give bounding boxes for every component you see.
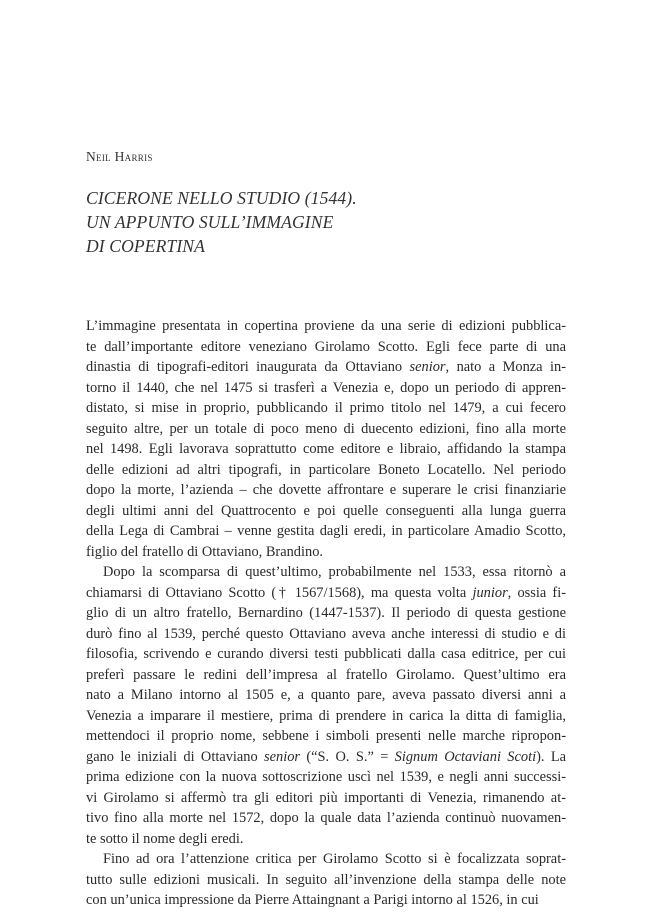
text-line (86, 562, 566, 583)
text-run: distato, si mise in proprio, pubblicando il primo titolo nel 1479, a cui fecero (86, 400, 566, 416)
text-run: vi Girolamo si affermò tra gli editori più importanti di Venezia, rimanendo at- (86, 789, 566, 806)
text-run: , nato a Monza in- (445, 359, 566, 375)
text-run: seguito altre, per un totale di poco meno di duecento edizioni, fino alla morte (86, 420, 566, 437)
text-line (86, 398, 566, 419)
text-line (86, 767, 566, 788)
text-line (86, 726, 566, 747)
text-line (86, 890, 566, 911)
text-line (86, 665, 566, 686)
text-run: dopo la morte, l’azienda – che dovette affrontare e superare le crisi finanziarie (86, 482, 566, 498)
text-run: (“S. O. S.” = (300, 748, 395, 765)
paragraph (86, 562, 566, 849)
text-line (86, 460, 566, 481)
title-line: CICERONE NELLO STUDIO (1544). (86, 188, 357, 208)
author-name: Neil Harris (86, 149, 153, 164)
italic-run: junior (472, 584, 508, 601)
text-line (86, 439, 566, 460)
text-run: glio di un altro fratello, Bernardino (1447-1537). Il periodo di questa gestione (86, 605, 566, 621)
text-line (86, 542, 566, 563)
text-line (86, 747, 566, 768)
text-line (86, 419, 566, 440)
title-line: UN APPUNTO SULL’IMMAGINE (86, 212, 334, 232)
text-run: delle edizioni ad altri tipografi, in particolare Boneto Locatello. Nel periodo (86, 461, 566, 478)
text-run: chiamarsi di Ottaviano Scotto († 1567/1568), ma questa volta (86, 584, 473, 601)
text-run: tutto sulle edizioni musicali. In seguito all’invenzione della stampa delle note (86, 871, 566, 888)
article-title (86, 186, 566, 258)
text-line (86, 337, 566, 358)
text-line (86, 808, 566, 829)
text-run: ). La (536, 748, 566, 765)
paragraph (86, 316, 566, 562)
text-run: te dall’importante editore veneziano Girolamo Scotto. Egli fece parte di una (86, 338, 566, 355)
italic-run: senior (264, 748, 301, 765)
text-run: gano le iniziali di Ottaviano (86, 748, 265, 765)
text-line (86, 521, 566, 542)
text-run: durò fino al 1539, perché questo Ottaviano aveva anche interessi di studio e di (86, 625, 566, 642)
text-run: Fino ad ora l’attenzione critica per Girolamo Scotto si è focalizzata soprat- (103, 851, 566, 867)
text-line (86, 583, 566, 604)
paragraph (86, 849, 566, 911)
text-line (86, 788, 566, 809)
text-line (86, 501, 566, 522)
text-run: con un’unica impressione da Pierre Attaingnant a Parigi intorno al 1526, in cui (86, 892, 539, 908)
text-line (86, 706, 566, 727)
text-line (86, 644, 566, 665)
text-run: Venezia a imparare il mestiere, prima di prendere in carica la ditta di famiglia, (86, 707, 566, 724)
text-line (86, 829, 566, 850)
italic-run: senior (409, 359, 446, 375)
text-run: dinastia di tipografi-editori inaugurata da Ottaviano (86, 359, 410, 375)
text-line (86, 870, 566, 891)
text-run: nel 1498. Egli lavorava soprattutto come editore e libraio, affidando la stampa (86, 441, 566, 457)
text-run: degli ultimi anni del Quattrocento e poi quelle conseguenti alla lunga guerra (86, 502, 566, 519)
text-run: prima edizione con la nuova sottoscrizione uscì nel 1539, e negli anni successi- (86, 769, 566, 785)
text-line (86, 378, 566, 399)
text-run: figlio del fratello di Ottaviano, Brandino. (86, 543, 323, 560)
text-run: torno il 1440, che nel 1475 si trasferì a Venezia e, dopo un periodo di appren- (86, 379, 566, 396)
text-run: te sotto il nome degli eredi. (86, 830, 244, 847)
title-line: DI COPERTINA (86, 236, 205, 256)
text-run: L’immagine presentata in copertina proviene da una serie di edizioni pubblica- (86, 318, 566, 334)
article-body (86, 316, 566, 911)
text-line (86, 624, 566, 645)
text-run: , ossia fi- (507, 584, 566, 601)
text-run: tivo fino alla morte nel 1572, dopo la quale data l’azienda continuò nuovamen- (86, 810, 566, 826)
text-run: filosofia, scrivendo e curando diversi testi pubblicati dalla casa editrice, per cui (86, 646, 566, 662)
text-run: mettendoci il proprio nome, sebbene i simboli presenti nelle marche ripropon- (86, 728, 566, 744)
text-line (86, 685, 566, 706)
text-line (86, 357, 566, 378)
text-run: Dopo la scomparsa di quest’ultimo, probabilmente nel 1533, essa ritornò a (103, 564, 566, 580)
text-run: della Lega di Cambrai – venne gestita dagli eredi, in particolare Amadio Scotto, (86, 523, 566, 539)
text-run: nato a Milano intorno al 1505 e, a quanto pare, aveva passato diversi anni a (86, 687, 566, 703)
text-line (86, 849, 566, 870)
italic-run: Signum Octaviani Scoti (394, 748, 537, 765)
text-line (86, 480, 566, 501)
text-line (86, 316, 566, 337)
text-run: preferì passare le redini dell’impresa al fratello Girolamo. Quest’ultimo era (86, 666, 566, 683)
text-line (86, 603, 566, 624)
